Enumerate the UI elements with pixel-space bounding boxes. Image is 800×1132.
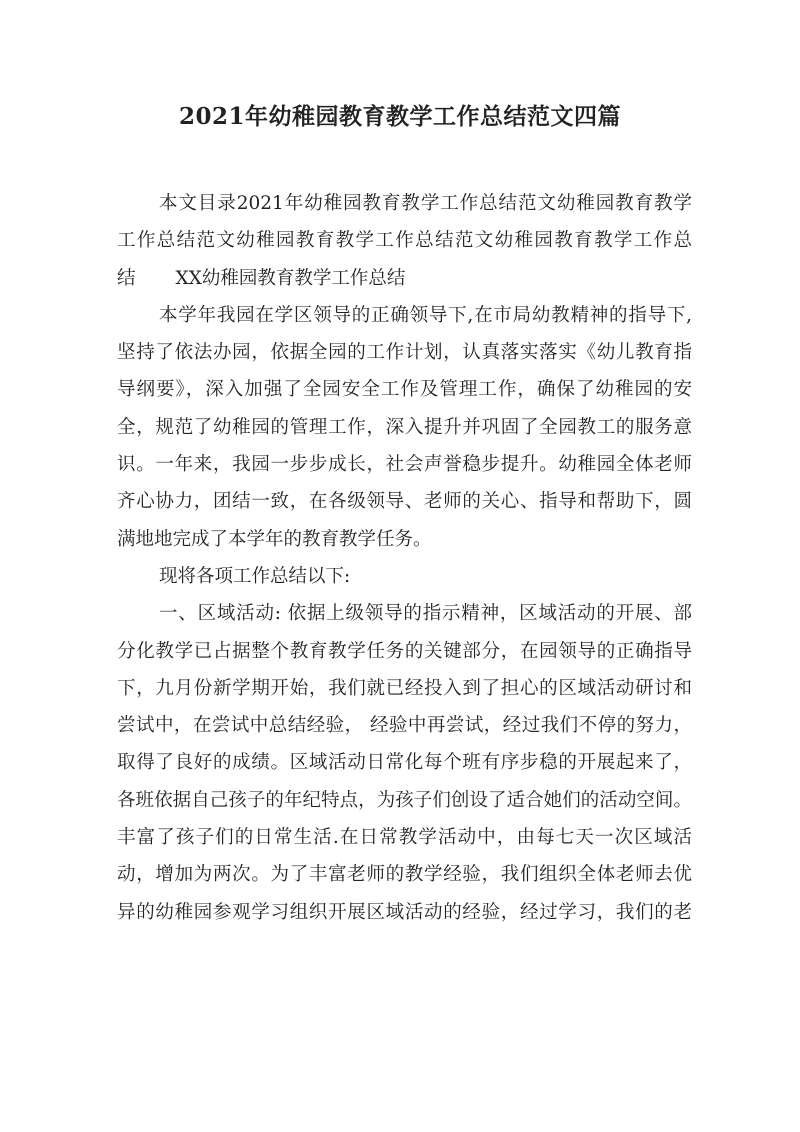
- intro-line-7: 满地地完成了本学年的教育教学任务。: [117, 528, 432, 550]
- intro-line-2: 坚持了依法办园，依据全园的工作计划，认真落实落实《幼儿教育指: [117, 342, 692, 364]
- intro-line-1: 本学年我园在学区领导的正确领导下,在市局幼教精神的指导下,: [159, 304, 692, 326]
- paragraph-summary-lead: [117, 558, 692, 595]
- paragraph-area-activities: [117, 595, 692, 931]
- toc-line-3-text: 结: [117, 267, 136, 289]
- document-body: [117, 185, 692, 931]
- toc-line-3: [117, 260, 692, 297]
- area-line-6: 各班依据自己孩子的年纪特点，为孩子们创设了适合她们的活动空间。: [117, 789, 692, 811]
- area-line-4: 尝试中，在尝试中总结经验， 经验中再尝试，经过我们不停的努力，: [117, 715, 692, 737]
- document-title: 2021年幼稚园教育教学工作总结范文四篇: [178, 103, 621, 130]
- summary-lead-line: 现将各项工作总结以下:: [159, 565, 351, 587]
- area-line-8: 动，增加为两次。为了丰富老师的教学经验，我们组织全体老师去优: [117, 864, 692, 886]
- area-line-7: 丰富了孩子们的日常生活.在日常教学活动中，由每七天一次区域活: [117, 827, 692, 849]
- toc-last-item: XX幼稚园教育教学工作总结: [175, 267, 406, 289]
- intro-line-5: 识。一年来，我园一步步成长，社会声誉稳步提升。幼稚园全体老师: [117, 454, 692, 476]
- toc-line-1: 本文目录2021年幼稚园教育教学工作总结范文幼稚园教育教学: [159, 193, 692, 214]
- area-line-2: 分化教学已占据整个教育教学任务的关键部分，在园领导的正确指导: [117, 640, 692, 662]
- area-line-9: 异的幼稚园参观学习组织开展区域活动的经验，经过学习，我们的老: [117, 901, 692, 923]
- area-line-3: 下，九月份新学期开始，我们就已经投入到了担心的区域活动研讨和: [117, 677, 692, 699]
- table-of-contents-paragraph: [117, 185, 692, 297]
- intro-line-4: 全，规范了幼稚园的管理工作，深入提升并巩固了全园教工的服务意: [117, 416, 692, 438]
- intro-line-6: 齐心协力，团结一致，在各级领导、老师的关心、指导和帮助下，圆: [117, 491, 692, 513]
- paragraph-intro: [117, 297, 692, 558]
- toc-line-2: 工作总结范文幼稚园教育教学工作总结范文幼稚园教育教学工作总: [117, 230, 692, 252]
- area-line-5: 取得了良好的成绩。区域活动日常化每个班有序步稳的开展起来了，: [117, 752, 692, 774]
- area-line-1: 一、区域活动: 依据上级领导的指示精神，区域活动的开展、部: [159, 603, 692, 625]
- intro-line-3: 导纲要》，深入加强了全园安全工作及管理工作，确保了幼稚园的安: [117, 379, 692, 401]
